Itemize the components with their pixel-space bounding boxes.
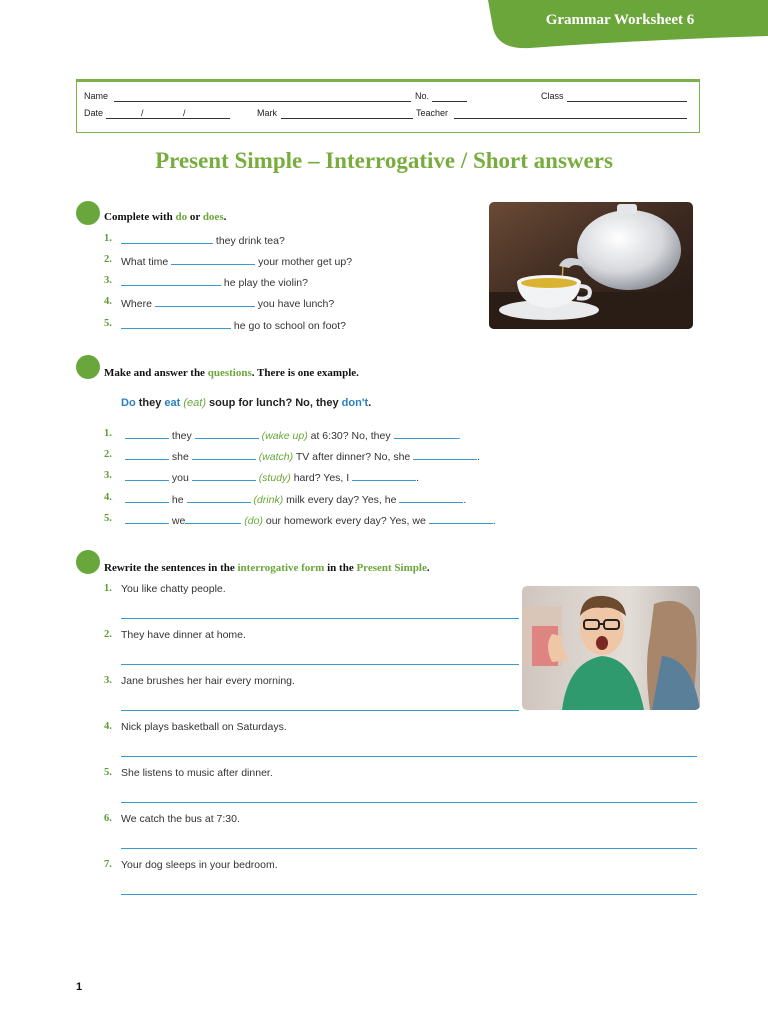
- section-2-instruction: Make and answer the questions. There is one example.: [104, 367, 359, 379]
- date-slash-2: /: [183, 108, 186, 118]
- section-1-bullet: [76, 201, 100, 225]
- s2-item-2-blank-aux[interactable]: [125, 449, 169, 460]
- student-info-box: [76, 79, 700, 133]
- no-label: No.: [415, 91, 430, 101]
- s3-item-2: They have dinner at home.: [121, 629, 246, 641]
- s1-item-4: Where you have lunch?: [121, 298, 335, 310]
- s3-item-7-number: 7.: [104, 859, 112, 870]
- teacher-field[interactable]: [454, 118, 687, 119]
- s2-item-4-blank-verb[interactable]: [187, 492, 251, 503]
- section-1-instruction: Complete with do or does.: [104, 211, 227, 223]
- s2-item-2-number: 2.: [104, 449, 112, 460]
- s1-item-1: they drink tea?: [121, 233, 285, 247]
- s2-item-3: you (study) hard? Yes, I .: [125, 470, 419, 484]
- class-label: Class: [541, 91, 564, 101]
- s1-item-1-blank[interactable]: [121, 233, 213, 244]
- s3-item-6-number: 6.: [104, 813, 112, 824]
- s1-item-5-blank[interactable]: [121, 318, 231, 329]
- s3-item-5: She listens to music after dinner.: [121, 767, 273, 779]
- s2-item-3-number: 3.: [104, 470, 112, 481]
- s3-item-6: We catch the bus at 7:30.: [121, 813, 240, 825]
- s2-item-2-blank-verb[interactable]: [192, 449, 256, 460]
- s2-item-4: he (drink) milk every day? Yes, he .: [125, 492, 466, 506]
- s3-item-1: You like chatty people.: [121, 583, 226, 595]
- s3-item-7: Your dog sleeps in your bedroom.: [121, 859, 278, 871]
- section-2-bullet: [76, 355, 100, 379]
- s3-item-4: Nick plays basketball on Saturdays.: [121, 721, 287, 733]
- s2-item-1-number: 1.: [104, 428, 112, 439]
- s3-item-7-answer-line[interactable]: [121, 894, 697, 895]
- s2-item-2: she (watch) TV after dinner? No, she .: [125, 449, 480, 463]
- page-number: 1: [76, 981, 83, 993]
- s1-item-3: he play the violin?: [121, 275, 308, 289]
- s2-item-4-number: 4.: [104, 492, 112, 503]
- s1-item-2-number: 2.: [104, 254, 112, 265]
- s3-item-3: Jane brushes her hair every morning.: [121, 675, 295, 687]
- name-field[interactable]: [114, 101, 411, 102]
- date-field[interactable]: [106, 118, 230, 119]
- s2-item-1-blank-verb[interactable]: [195, 428, 259, 439]
- s2-item-5-blank-verb[interactable]: [185, 513, 241, 524]
- page-title: Present Simple – Interrogative / Short answers: [155, 148, 613, 173]
- name-label: Name: [84, 91, 109, 101]
- s1-item-4-blank[interactable]: [155, 296, 255, 307]
- s3-item-5-answer-line[interactable]: [121, 802, 697, 803]
- surprised-man-photo: [522, 586, 700, 710]
- s3-item-2-answer-line[interactable]: [121, 664, 519, 665]
- s3-item-6-answer-line[interactable]: [121, 848, 697, 849]
- no-field[interactable]: [432, 101, 467, 102]
- s2-item-1: they (wake up) at 6:30? No, they .: [125, 428, 460, 442]
- s2-item-4-blank-answer[interactable]: [399, 492, 463, 503]
- s3-item-5-number: 5.: [104, 767, 112, 778]
- s2-item-5-number: 5.: [104, 513, 112, 524]
- s2-item-1-blank-aux[interactable]: [125, 428, 169, 439]
- s1-item-3-number: 3.: [104, 275, 112, 286]
- s2-item-3-blank-answer[interactable]: [352, 470, 416, 481]
- s3-item-1-answer-line[interactable]: [121, 618, 519, 619]
- header-tab: [0, 0, 768, 60]
- s1-item-3-blank[interactable]: [121, 275, 221, 286]
- date-slash-1: /: [141, 108, 144, 118]
- mark-label: Mark: [257, 108, 277, 118]
- section-2-example: Do they eat (eat) soup for lunch? No, they don't.: [121, 397, 372, 409]
- s2-item-1-blank-answer[interactable]: [394, 428, 458, 439]
- date-label: Date: [84, 108, 104, 118]
- s3-item-2-number: 2.: [104, 629, 112, 640]
- teapot-photo: [489, 202, 693, 329]
- teacher-label: Teacher: [416, 108, 449, 118]
- mark-field[interactable]: [281, 118, 413, 119]
- s2-item-3-blank-verb[interactable]: [192, 470, 256, 481]
- s3-item-3-answer-line[interactable]: [121, 710, 519, 711]
- section-3-instruction: Rewrite the sentences in the interrogative form in the Present Simple.: [104, 562, 430, 574]
- s2-item-2-blank-answer[interactable]: [413, 449, 477, 460]
- s2-item-5: we (do) our homework every day? Yes, we .: [125, 513, 496, 527]
- s2-item-5-blank-answer[interactable]: [429, 513, 493, 524]
- section-3-bullet: [76, 550, 100, 574]
- s1-item-1-number: 1.: [104, 233, 112, 244]
- s3-item-4-answer-line[interactable]: [121, 756, 697, 757]
- s2-item-3-blank-aux[interactable]: [125, 470, 169, 481]
- s2-item-5-blank-aux[interactable]: [125, 513, 169, 524]
- s1-item-4-number: 4.: [104, 296, 112, 307]
- s3-item-1-number: 1.: [104, 583, 112, 594]
- s1-item-5-number: 5.: [104, 318, 112, 329]
- worksheet-title: Grammar Worksheet 6: [545, 12, 695, 28]
- s1-item-2-blank[interactable]: [171, 254, 255, 265]
- s1-item-2: What time your mother get up?: [121, 256, 353, 268]
- s3-item-4-number: 4.: [104, 721, 112, 732]
- s1-item-5: he go to school on foot?: [121, 318, 346, 332]
- s2-item-4-blank-aux[interactable]: [125, 492, 169, 503]
- s3-item-3-number: 3.: [104, 675, 112, 686]
- class-field[interactable]: [567, 101, 687, 102]
